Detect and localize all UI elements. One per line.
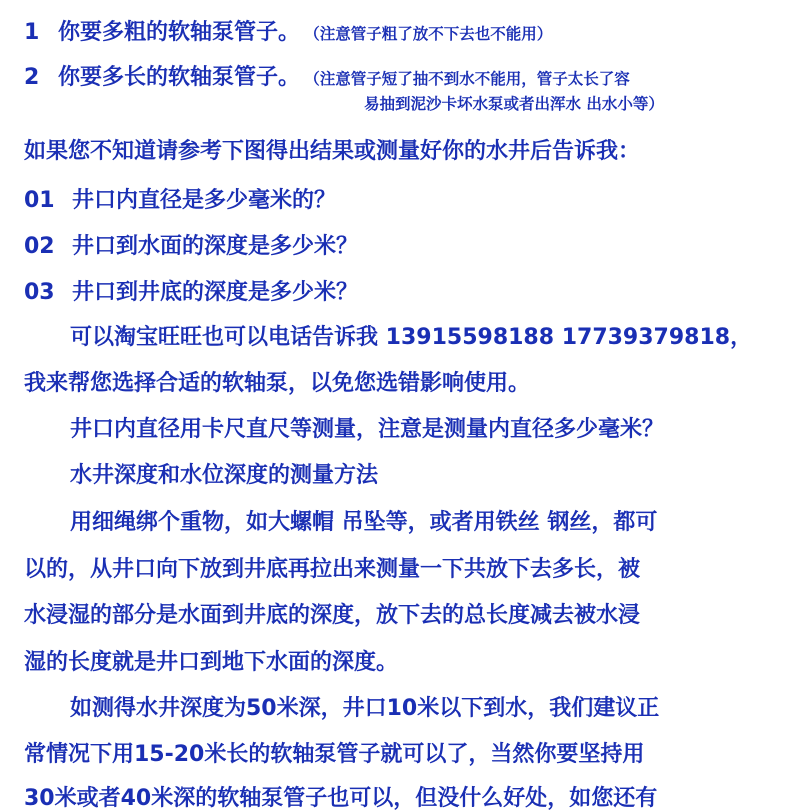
- method-line-4: 湿的长度就是井口到地下水面的深度。: [24, 650, 399, 675]
- question-2-note-line-1: （注意管子短了抽不到水不能用，管子太长了容: [312, 70, 630, 88]
- method-line-3: 水浸湿的部分是水面到井底的深度，放下去的总长度减去被水浸: [24, 603, 641, 628]
- example-line-1: 如测得水井深度为50米深，井口10米以下到水，我们建议正: [70, 696, 660, 721]
- question-1-number: 1: [24, 20, 40, 45]
- question-2: [24, 60, 630, 91]
- item-01-text: 井口内直径是多少毫米的？: [72, 188, 337, 213]
- method-title: 水井深度和水位深度的测量方法: [70, 463, 379, 488]
- question-1-text: 你要多粗的软轴泵管子。: [58, 20, 301, 45]
- question-1-note: （注意管子粗了放不下去也不能用）: [312, 25, 553, 43]
- item-03-text: 井口到井底的深度是多少米？: [72, 280, 359, 305]
- question-2-number: 2: [24, 65, 40, 90]
- item-01-number: 01: [24, 188, 55, 213]
- example-line-3: 30米或者40米深的软轴泵管子也可以，但没什么好处，如您还有: [24, 786, 658, 811]
- example-line-2: 常情况下用15-20米长的软轴泵管子就可以了，当然你要坚持用: [24, 742, 645, 767]
- measure-diameter-text: 井口内直径用卡尺直尺等测量，注意是测量内直径多少毫米？: [70, 417, 665, 442]
- item-02: [24, 229, 358, 260]
- question-1: [24, 15, 552, 46]
- question-2-text: 你要多长的软轴泵管子。: [58, 65, 301, 90]
- question-2-note-line-2: 易抽到泥沙卡坏水泵或者出浑水 出水小等）: [364, 95, 664, 113]
- contact-line-2: 我来帮您选择合适的软轴泵，以免您选错影响使用。: [24, 371, 531, 396]
- item-03-number: 03: [24, 280, 55, 305]
- item-02-text: 井口到水面的深度是多少米？: [72, 234, 359, 259]
- contact-line-1: 可以淘宝旺旺也可以电话告诉我 13915598188 17739379818，: [70, 325, 753, 350]
- item-02-number: 02: [24, 234, 55, 259]
- method-line-2: 以的，从井口向下放到井底再拉出来测量一下共放下去多长，被: [24, 557, 641, 582]
- intro-text: 如果您不知道请参考下图得出结果或测量好你的水井后告诉我：: [24, 139, 641, 164]
- item-01: [24, 183, 336, 214]
- method-line-1: 用细绳绑个重物，如大螺帽 吊坠等，或者用铁丝 钢丝，都可: [70, 510, 658, 535]
- item-03: [24, 275, 358, 306]
